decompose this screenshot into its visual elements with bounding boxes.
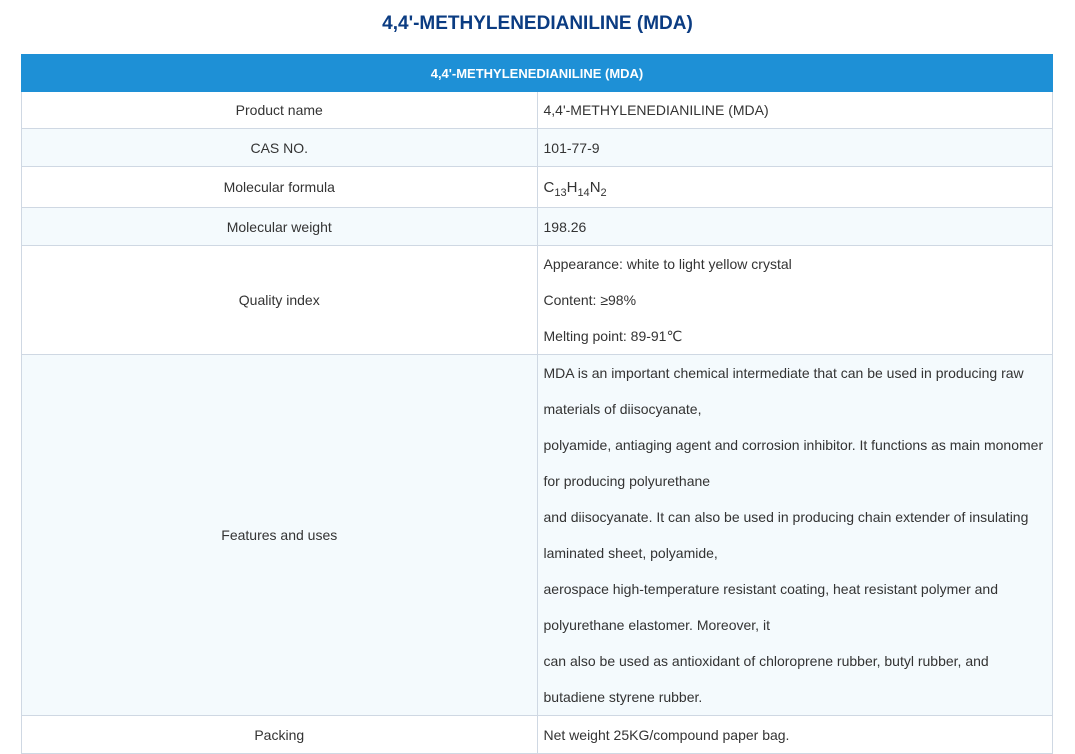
features-line: and diisocyanate. It can also be used in producing chain extender of insulating laminated sheet, polyamide,: [543, 509, 1029, 561]
formula-element: H: [566, 178, 578, 196]
features-line: can also be used as antioxidant of chloroprene rubber, butyl rubber, and butadiene styrene rubber.: [543, 653, 989, 705]
formula-element: C: [543, 178, 555, 196]
cas-label: CAS NO.: [22, 129, 538, 167]
product-name-value: 4,4'-METHYLENEDIANILINE (MDA): [537, 92, 1053, 129]
table-row: [22, 129, 1053, 167]
packing-label: Packing: [22, 716, 538, 754]
features-line: MDA is an important chemical intermediate that can be used in producing raw materials of diisocyanate,: [543, 365, 1024, 417]
table-row: [22, 716, 1053, 754]
table-header-row: [22, 55, 1053, 92]
table-row: [22, 167, 1053, 208]
weight-value: 198.26: [537, 208, 1053, 246]
formula-subscript: 13: [554, 186, 567, 199]
table-row: [22, 355, 1053, 716]
packing-value: Net weight 25KG/compound paper bag.: [537, 716, 1053, 754]
quality-value: [537, 246, 1053, 355]
features-value: [537, 355, 1053, 716]
quality-line: Appearance: white to light yellow crystal: [543, 256, 792, 272]
formula-label: Molecular formula: [22, 167, 538, 208]
cas-value: 101-77-9: [537, 129, 1053, 167]
features-line: polyamide, antiaging agent and corrosion inhibitor. It functions as main monomer for producing polyurethane: [543, 437, 1044, 489]
formula-element: N: [589, 178, 601, 196]
formula-subscript: 2: [600, 186, 607, 199]
quality-line: Content: ≥98%: [543, 292, 637, 308]
table-row: [22, 92, 1053, 129]
weight-label: Molecular weight: [22, 208, 538, 246]
table-header: 4,4'-METHYLENEDIANILINE (MDA): [22, 55, 1053, 92]
table-row: [22, 246, 1053, 355]
quality-line: Melting point: 89-91℃: [543, 328, 683, 344]
product-name-label: Product name: [22, 92, 538, 129]
features-label: Features and uses: [22, 355, 538, 716]
table-row: [22, 208, 1053, 246]
page-title: 4,4'-METHYLENEDIANILINE (MDA): [382, 13, 693, 34]
features-line: aerospace high-temperature resistant coating, heat resistant polymer and polyurethane elastomer. Moreover, it: [543, 581, 998, 633]
formula-value: [537, 167, 1053, 208]
quality-label: Quality index: [22, 246, 538, 355]
product-spec-table: [21, 54, 1053, 754]
formula-subscript: 14: [577, 186, 590, 199]
